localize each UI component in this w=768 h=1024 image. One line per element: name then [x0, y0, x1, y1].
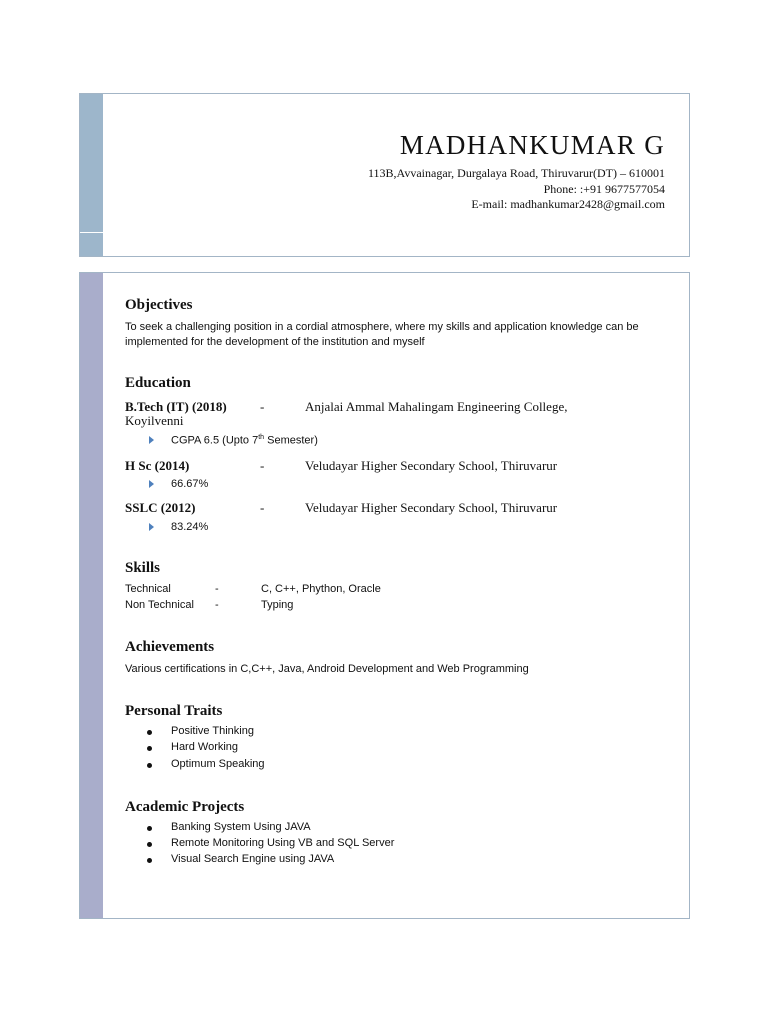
- trait-item: [171, 725, 254, 737]
- triangle-right-icon: [149, 523, 154, 531]
- objectives-line-2: implemented for the development of the institution and myself: [125, 336, 425, 348]
- project-text: Visual Search Engine using JAVA: [171, 853, 335, 865]
- education-section: [125, 373, 669, 533]
- skill-value: Typing: [261, 599, 294, 611]
- education-institution: Veludayar Higher Secondary School, Thiruvarur: [305, 458, 558, 473]
- triangle-right-icon: [149, 436, 154, 444]
- bullet-dot-icon: [147, 763, 152, 768]
- education-detail-btech: [171, 434, 318, 447]
- project-item: [171, 853, 334, 865]
- project-item: [171, 837, 394, 849]
- education-institution: Veludayar Higher Secondary School, Thiruvarur: [305, 500, 558, 515]
- education-detail-text: 83.24%: [171, 521, 209, 533]
- skill-label: Technical: [125, 583, 171, 595]
- header-card: [79, 93, 690, 257]
- project-text: Remote Monitoring Using VB and SQL Server: [171, 837, 395, 849]
- bullet-dot-icon: [147, 730, 152, 735]
- personal-traits-heading: Personal Traits: [125, 703, 223, 719]
- education-institution: Anjalai Ammal Mahalingam Engineering College,: [305, 399, 568, 414]
- project-item: [171, 821, 311, 833]
- objectives-line-1: To seek a challenging position in a cordial atmosphere, where my skills and application knowledge can be: [125, 321, 639, 333]
- contact-phone: Phone: :+91 9677577054: [543, 182, 665, 196]
- education-separator: -: [260, 458, 265, 473]
- contact-address: 113B,Avvainagar, Durgalaya Road, Thiruvarur(DT) – 610001: [368, 166, 665, 180]
- body-side-band: [80, 273, 103, 918]
- bullet-dot-icon: [147, 842, 152, 847]
- trait-item: [171, 741, 238, 753]
- trait-text: Optimum Speaking: [171, 758, 265, 770]
- skill-value: C, C++, Phython, Oracle: [261, 583, 381, 595]
- triangle-right-icon: [149, 480, 154, 488]
- education-separator: -: [260, 399, 265, 414]
- trait-item: [171, 758, 265, 770]
- objectives-heading: Objectives: [125, 297, 193, 313]
- education-detail-text-end: Semester): [264, 434, 318, 447]
- achievements-text: Various certifications in C,C++, Java, Android Development and Web Programming: [125, 663, 529, 675]
- skill-separator: -: [215, 583, 219, 595]
- skill-label: Non Technical: [125, 599, 194, 611]
- body-card: [79, 272, 690, 919]
- bullet-dot-icon: [147, 746, 152, 751]
- education-detail-hsc: [171, 478, 208, 490]
- education-detail-superscript: th: [258, 434, 265, 441]
- bullet-dot-icon: [147, 858, 152, 863]
- project-text: Banking System Using JAVA: [171, 821, 311, 833]
- objectives-section: [125, 295, 669, 350]
- education-detail-text: 66.67%: [171, 478, 209, 490]
- candidate-name: MADHANKUMAR G: [399, 130, 665, 160]
- education-institution-continued: Koyilvenni: [125, 413, 184, 428]
- education-degree: H Sc (2014): [125, 458, 190, 473]
- header-band-divider: [80, 232, 103, 233]
- skills-heading: Skills: [125, 560, 161, 576]
- academic-projects-heading: Academic Projects: [125, 799, 245, 815]
- education-heading: Education: [125, 375, 191, 391]
- education-degree: B.Tech (IT) (2018): [125, 399, 227, 414]
- skills-section: [125, 558, 669, 611]
- skill-separator: -: [215, 599, 219, 611]
- education-separator: -: [260, 500, 265, 515]
- education-detail-text: CGPA 6.5 (Upto 7: [171, 434, 259, 447]
- contact-email: E-mail: madhankumar2428@gmail.com: [471, 197, 665, 211]
- trait-text: Positive Thinking: [171, 725, 254, 737]
- trait-text: Hard Working: [171, 741, 239, 753]
- bullet-dot-icon: [147, 826, 152, 831]
- academic-projects-section: [125, 797, 669, 865]
- education-detail-sslc: [171, 521, 208, 533]
- achievements-heading: Achievements: [125, 639, 215, 655]
- achievements-section: [125, 637, 669, 677]
- personal-traits-section: [125, 701, 669, 770]
- education-degree: SSLC (2012): [125, 500, 196, 515]
